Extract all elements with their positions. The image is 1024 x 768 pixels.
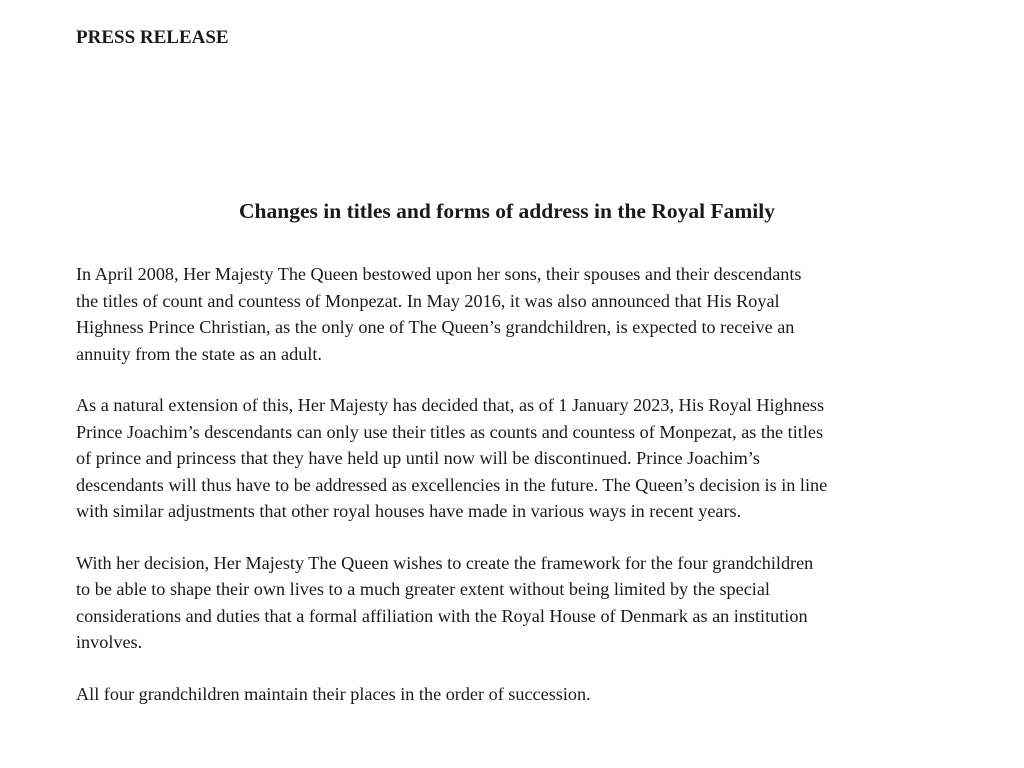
paragraph-3: [76, 550, 956, 656]
paragraph-line: considerations and duties that a formal affiliation with the Royal House of Denmark as an institution: [76, 605, 808, 626]
paragraph-line: descendants will thus have to be addressed as excellencies in the future. The Queen’s decision is in line: [76, 474, 828, 495]
paragraph-4: [76, 681, 956, 708]
paragraph-line: the titles of count and countess of Monpezat. In May 2016, it was also announced that His Royal: [76, 290, 780, 311]
paragraph-line: All four grandchildren maintain their places in the order of succession.: [76, 683, 591, 704]
paragraph-line: With her decision, Her Majesty The Queen wishes to create the framework for the four grandchildren: [76, 552, 814, 573]
document-body: [76, 261, 956, 732]
document-title: Changes in titles and forms of address in the Royal Family: [239, 199, 775, 223]
paragraph-line: Highness Prince Christian, as the only one of The Queen’s grandchildren, is expected to receive an: [76, 317, 795, 337]
paragraph-1: [76, 261, 956, 367]
press-release-label: PRESS RELEASE: [76, 27, 229, 48]
paragraph-line: annuity from the state as an adult.: [76, 343, 322, 364]
paragraph-line: of prince and princess that they have held up until now will be discontinued. Prince Joachim’s: [76, 448, 760, 468]
paragraph-line: As a natural extension of this, Her Majesty has decided that, as of 1 January 2023, His Royal Highness: [76, 395, 825, 415]
paragraph-line: with similar adjustments that other royal houses have made in various ways in recent years.: [76, 501, 742, 521]
paragraph-2: [76, 392, 956, 525]
paragraph-line: In April 2008, Her Majesty The Queen bestowed upon her sons, their spouses and their descendants: [76, 264, 802, 284]
paragraph-line: involves.: [76, 632, 143, 652]
paragraph-line: Prince Joachim’s descendants can only use their titles as counts and countess of Monpezat, as the titles: [76, 421, 824, 442]
paragraph-line: to be able to shape their own lives to a much greater extent without being limited by the special: [76, 579, 770, 599]
